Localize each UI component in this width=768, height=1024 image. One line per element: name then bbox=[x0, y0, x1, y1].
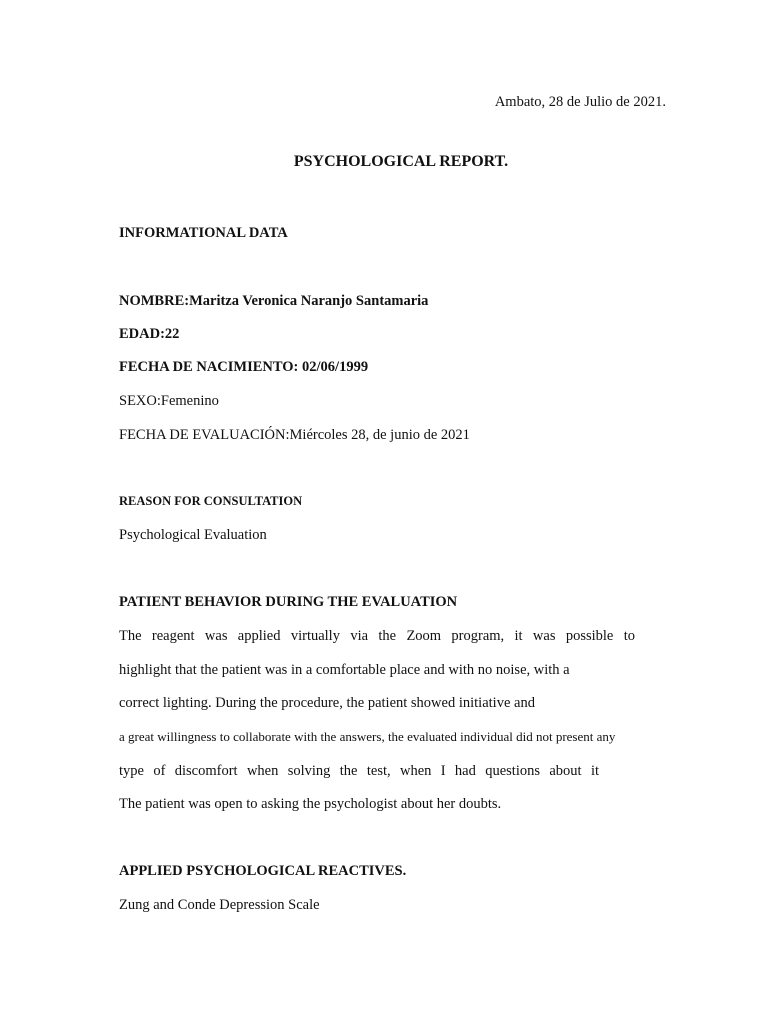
behavior-line: type of discomfort when solving the test, when I had questions about it bbox=[119, 763, 599, 779]
behavior-line: correct lighting. During the procedure, the patient showed initiative and bbox=[119, 695, 535, 711]
behavior-line: a great willingness to collaborate with the answers, the evaluated individual did not present any bbox=[119, 729, 616, 744]
behavior-heading: PATIENT BEHAVIOR DURING THE EVALUATION bbox=[119, 594, 458, 610]
field-nombre: NOMBRE:Maritza Veronica Naranjo Santamaria bbox=[119, 293, 429, 309]
behavior-line: The reagent was applied virtually via the Zoom program, it was possible to bbox=[119, 628, 635, 644]
informational-data-heading: INFORMATIONAL DATA bbox=[119, 225, 288, 241]
field-edad: EDAD:22 bbox=[119, 326, 180, 342]
reason-text: Psychological Evaluation bbox=[119, 527, 267, 543]
reason-heading: REASON FOR CONSULTATION bbox=[119, 494, 303, 508]
behavior-line: The patient was open to asking the psychologist about her doubts. bbox=[119, 796, 502, 812]
reactives-heading: APPLIED PSYCHOLOGICAL REACTIVES. bbox=[119, 863, 407, 879]
reactives-text: Zung and Conde Depression Scale bbox=[119, 897, 320, 913]
field-fecha-evaluacion: FECHA DE EVALUACIÓN:Miércoles 28, de junio de 2021 bbox=[119, 427, 470, 443]
field-fecha-nacimiento: FECHA DE NACIMIENTO: 02/06/1999 bbox=[119, 359, 369, 375]
report-title: PSYCHOLOGICAL REPORT. bbox=[293, 153, 509, 170]
behavior-line: highlight that the patient was in a comfortable place and with no noise, with a bbox=[119, 662, 570, 678]
report-date: Ambato, 28 de Julio de 2021. bbox=[494, 94, 666, 110]
field-sexo: SEXO:Femenino bbox=[119, 393, 219, 409]
